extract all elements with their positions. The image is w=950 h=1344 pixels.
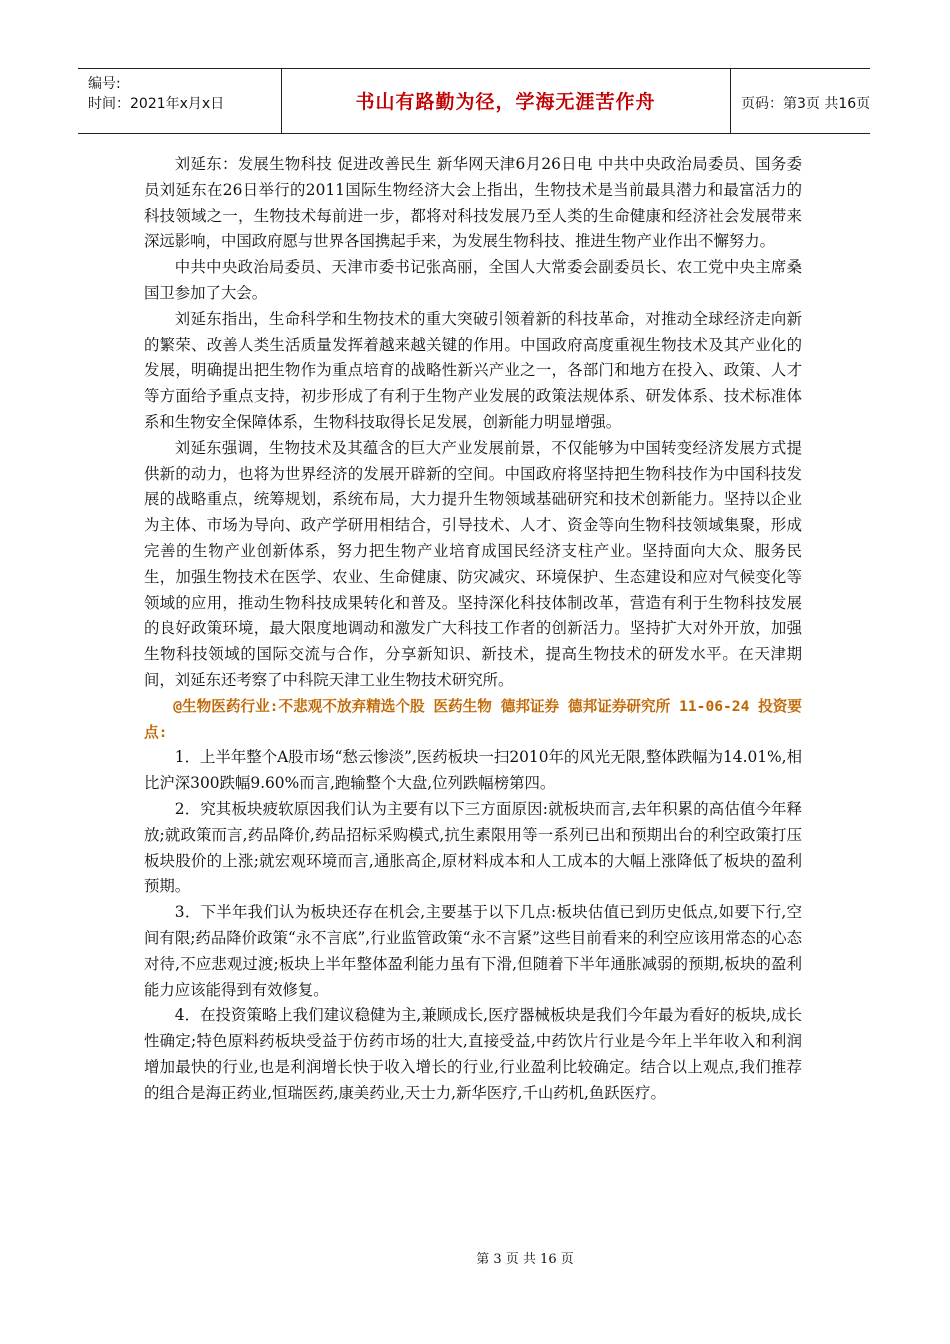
number-label: 编号:: [88, 76, 121, 92]
paragraph: 刘延东：发展生物科技 促进改善民生 新华网天津6月26日电 中共中央政治局委员、国务委员刘延东在26日举行的2011国际生物经济大会上指出，生物技术是当前最具潜力和最富活力的科技领域之一，生物技术每前进一步，都将对科技发展乃至人类的生命健康和经济社会发展带来深远影响，中国政府愿与世界各国携起手来，为发展生物科技、推进生物产业作出不懈努力。: [144, 155, 802, 251]
header-page-cell: [730, 69, 870, 133]
point-item: 1．上半年整个A股市场“愁云惨淡”,医药板块一扫2010年的风光无限,整体跌幅为14.01%,相比沪深300跌幅9.60%而言,跑输整个大盘,位列跌幅榜第四。: [144, 748, 802, 793]
paragraph: 刘延东指出，生命科学和生物技术的重大突破引领着新的科技革命，对推动全球经济走向新的繁荣、改善人类生活质量发挥着越来越关键的作用。中国政府高度重视生物技术及其产业化的发展，明确提出把生物作为重点培育的战略性新兴产业之一，各部门和地方在投入、政策、人才等方面给予重点支持，初步形成了有利于生物产业发展的政策法规体系、研发体系、技术标准体系和生物安全保障体系，生物科技取得长足发展，创新能力明显增强。: [144, 309, 802, 431]
document-body: [144, 152, 802, 1106]
time-label: 时间：2021年x月x日: [88, 96, 225, 112]
motto: 书山有路勤为径，学海无涯苦作舟: [355, 91, 656, 113]
point-item: 4．在投资策略上我们建议稳健为主,兼顾成长,医疗器械板块是我们今年最为看好的板块,成长性确定;特色原料药板块受益于仿药市场的壮大,直接受益,中药饮片行业是今年上半年收入和利润增加最快的行业,也是利润增长快于收入增长的行业,行业盈利比较确定。结合以上观点,我们推荐的组合是海正药业,恒瑞医药,康美药业,天士力,新华医疗,千山药机,鱼跃医疗。: [144, 1006, 802, 1102]
page-footer: [0, 1248, 950, 1267]
header-meta-cell: [78, 69, 282, 133]
point-item: 3．下半年我们认为板块还存在机会,主要基于以下几点:板块估值已到历史低点,如要下行,空间有限;药品降价政策“永不言底”,行业监管政策“永不言紧”这些目前看来的利空应该用常态的心态对待,不应悲观过渡;板块上半年整体盈利能力虽有下滑,但随着下半年通胀减弱的预期,板块的盈利能力应该能得到有效修复。: [144, 903, 802, 999]
footer-page-number: 第 3 页 共 16 页: [476, 1252, 574, 1267]
paragraph: 刘延东强调，生物技术及其蕴含的巨大产业发展前景，不仅能够为中国转变经济发展方式提供新的动力，也将为世界经济的发展开辟新的空间。中国政府将坚持把生物科技作为中国科技发展的战略重点，统筹规划，系统布局，大力提升生物领域基础研究和技术创新能力。坚持以企业为主体、市场为导向、政产学研用相结合，引导技术、人才、资金等向生物科技领域集聚，形成完善的生物产业创新体系，努力把生物产业培育成国民经济支柱产业。坚持面向大众、服务民生，加强生物技术在医学、农业、生命健康、防灾减灾、环境保护、生态建设和应对气候变化等领域的应用，推动生物科技成果转化和普及。坚持深化科技体制改革，营造有利于生物科技发展的良好政策环境，最大限度地调动和激发广大科技工作者的创新活力。坚持扩大对外开放，加强生物科技领域的国际交流与合作，分享新知识、新技术，提高生物技术的研发水平。在天津期间，刘延东还考察了中科院天津工业生物技术研究所。: [144, 438, 802, 689]
paragraph: 中共中央政治局委员、天津市委书记张高丽，全国人大常委会副委员长、农工党中央主席桑国卫参加了大会。: [144, 258, 802, 302]
highlight-heading: @生物医药行业:不悲观不放弃精选个股 医药生物 德邦证券 德邦证券研究所 11-06-24 投资要点:: [144, 697, 802, 741]
point-item: 2．究其板块疲软原因我们认为主要有以下三方面原因:就板块而言,去年积累的高估值今年释放;就政策而言,药品降价,药品招标采购模式,抗生素限用等一系列已出和预期出台的利空政策打压板块股价的上涨;就宏观环境而言,通胀高企,原材料成本和人工成本的大幅上涨降低了板块的盈利预期。: [144, 799, 802, 896]
page-header: [78, 68, 870, 134]
header-motto-cell: [281, 69, 731, 133]
page-info: 页码：第3页 共16页: [741, 96, 871, 112]
